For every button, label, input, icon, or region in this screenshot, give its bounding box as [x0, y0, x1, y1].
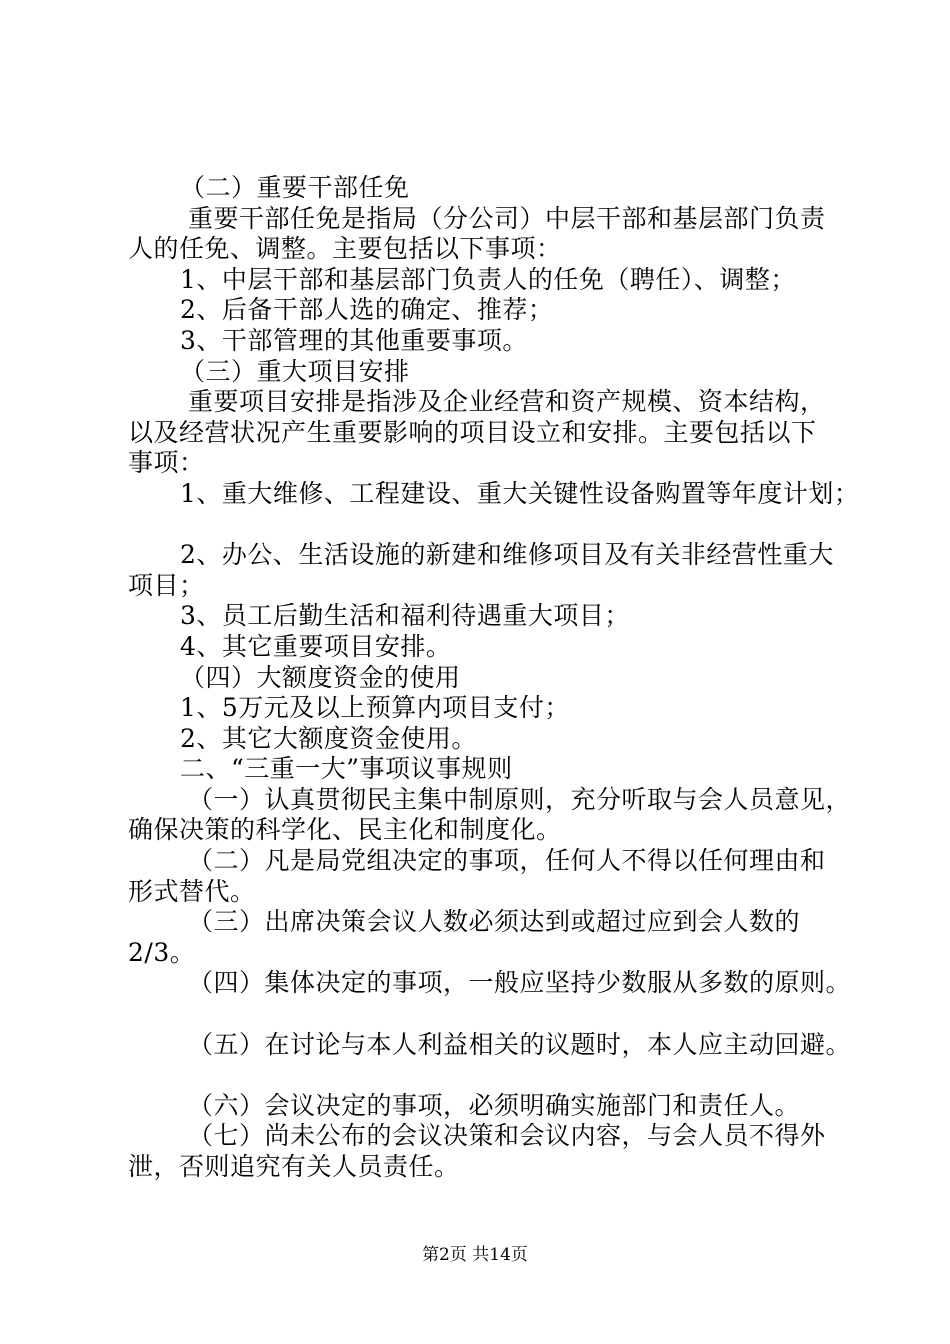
- text-line: （五）在讨论与本人利益相关的议题时，本人应主动回避。: [188, 1029, 852, 1059]
- text-line: 事项：: [128, 448, 205, 478]
- text-line: （三）出席决策会议人数必须达到或超过应到会人数的: [188, 907, 801, 937]
- text-line: 1、重大维修、工程建设、重大关键性设备购置等年度计划；: [180, 478, 860, 508]
- text-line: （六）会议决定的事项，必须明确实施部门和责任人。: [188, 1090, 801, 1120]
- text-line: 3、员工后勤生活和福利待遇重大项目；: [180, 601, 630, 631]
- text-line: （三）重大项目安排: [180, 356, 410, 386]
- text-line: （二）重要干部任免: [180, 173, 410, 202]
- text-line: 1、5万元及以上预算内项目支付；: [180, 693, 570, 723]
- blank-line: [128, 999, 840, 1030]
- text-line: 重要干部任免是指局（分公司）中层干部和基层部门负责: [188, 203, 826, 233]
- text-line: 3、干部管理的其他重要事项。: [180, 325, 528, 355]
- text-line: 以及经营状况产生重要影响的项目设立和安排。主要包括以下: [128, 417, 817, 447]
- text-line: 1、中层干部和基层部门负责人的任免（聘任）、调整；: [180, 264, 796, 294]
- text-line: 二、“三重一大”事项议事规则: [180, 754, 513, 784]
- text-line: 形式替代。: [128, 876, 256, 906]
- blank-line: [128, 1060, 840, 1091]
- text-line: 4、其它重要项目安排。: [180, 631, 452, 661]
- blank-line: [128, 510, 840, 541]
- text-line: （一）认真贯彻民主集中制原则，充分听取与会人员意见，: [188, 784, 852, 814]
- text-line: （二）凡是局党组决定的事项，任何人不得以任何理由和: [188, 846, 826, 876]
- text-line: （七）尚未公布的会议决策和会议内容，与会人员不得外: [188, 1121, 826, 1151]
- text-line: 2/3。: [128, 937, 196, 967]
- text-line: （四）大额度资金的使用: [180, 662, 461, 692]
- text-line: 人的任免、调整。主要包括以下事项：: [128, 234, 562, 264]
- text-line: 项目；: [128, 570, 205, 600]
- text-line: （四）集体决定的事项，一般应坚持少数服从多数的原则。: [188, 968, 852, 998]
- text-line: 2、后备干部人选的确定、推荐；: [180, 295, 554, 325]
- text-line: 确保决策的科学化、民主化和制度化。: [128, 815, 562, 845]
- text-line: 2、其它大额度资金使用。: [180, 723, 477, 753]
- document-body: [128, 173, 860, 1183]
- text-line: 泄，否则追究有关人员责任。: [128, 1152, 460, 1181]
- text-line: 重要项目安排是指涉及企业经营和资产规模、资本结构，: [188, 387, 826, 417]
- page-footer: 第2页 共14页: [422, 1245, 528, 1265]
- text-line: 2、办公、生活设施的新建和维修项目及有关非经营性重大: [180, 540, 834, 570]
